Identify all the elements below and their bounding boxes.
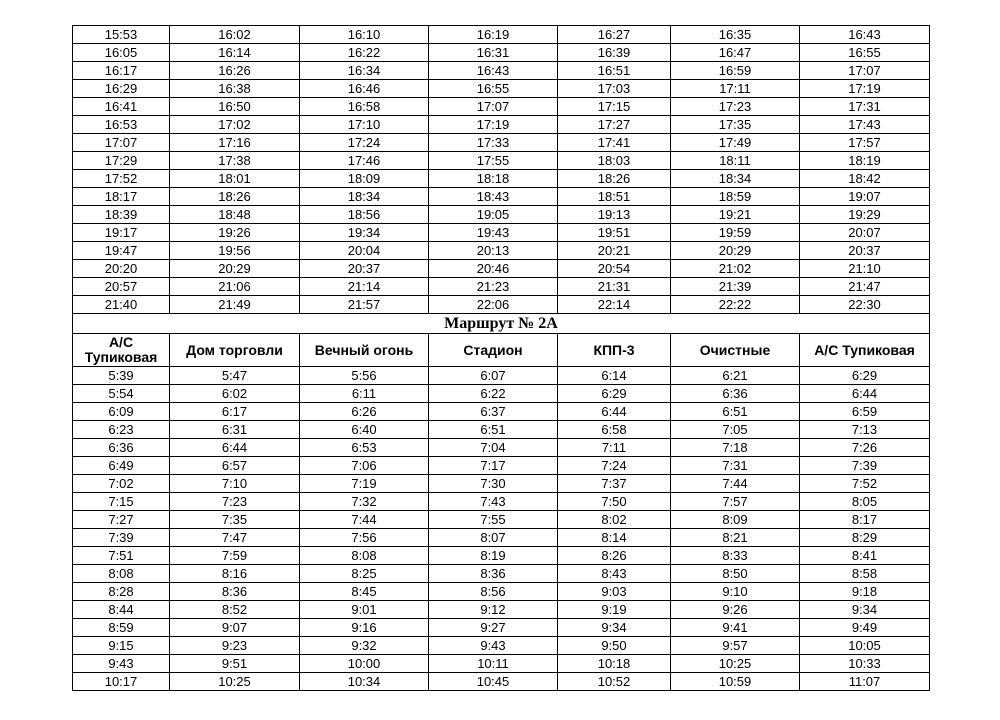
time-cell: 6:57	[170, 457, 300, 475]
column-header: Вечный огонь	[300, 334, 429, 367]
time-cell: 7:43	[429, 493, 558, 511]
time-cell: 22:06	[429, 296, 558, 314]
time-cell: 6:58	[558, 421, 671, 439]
time-cell: 7:05	[671, 421, 800, 439]
time-cell: 6:53	[300, 439, 429, 457]
time-cell: 19:59	[671, 224, 800, 242]
time-cell: 21:10	[800, 260, 930, 278]
time-cell: 10:25	[170, 673, 300, 691]
time-cell: 16:29	[73, 80, 170, 98]
time-cell: 16:53	[73, 116, 170, 134]
schedule-table	[72, 25, 930, 691]
time-cell: 9:50	[558, 637, 671, 655]
time-cell: 8:08	[73, 565, 170, 583]
time-cell: 19:21	[671, 206, 800, 224]
time-cell: 16:14	[170, 44, 300, 62]
time-cell: 6:29	[800, 367, 930, 385]
time-cell: 17:52	[73, 170, 170, 188]
time-cell: 6:36	[671, 385, 800, 403]
time-cell: 18:59	[671, 188, 800, 206]
time-cell: 17:07	[800, 62, 930, 80]
time-cell: 5:54	[73, 385, 170, 403]
time-cell: 8:21	[671, 529, 800, 547]
time-cell: 9:34	[800, 601, 930, 619]
time-cell: 17:15	[558, 98, 671, 116]
table-row	[73, 637, 930, 655]
time-cell: 20:29	[671, 242, 800, 260]
time-cell: 20:29	[170, 260, 300, 278]
time-cell: 16:31	[429, 44, 558, 62]
time-cell: 19:56	[170, 242, 300, 260]
table-row	[73, 583, 930, 601]
time-cell: 6:22	[429, 385, 558, 403]
time-cell: 8:45	[300, 583, 429, 601]
time-cell: 20:37	[800, 242, 930, 260]
table-row	[73, 385, 930, 403]
table-row	[73, 242, 930, 260]
time-cell: 9:43	[73, 655, 170, 673]
time-cell: 8:50	[671, 565, 800, 583]
time-cell: 8:36	[429, 565, 558, 583]
column-header: А/С Тупиковая	[800, 334, 930, 367]
time-cell: 7:11	[558, 439, 671, 457]
column-header: Стадион	[429, 334, 558, 367]
time-cell: 7:18	[671, 439, 800, 457]
time-cell: 7:50	[558, 493, 671, 511]
table-row	[73, 206, 930, 224]
time-cell: 6:51	[429, 421, 558, 439]
time-cell: 16:17	[73, 62, 170, 80]
time-cell: 19:29	[800, 206, 930, 224]
column-header: Очистные	[671, 334, 800, 367]
time-cell: 18:42	[800, 170, 930, 188]
time-cell: 18:26	[170, 188, 300, 206]
time-cell: 9:03	[558, 583, 671, 601]
time-cell: 8:41	[800, 547, 930, 565]
time-cell: 21:39	[671, 278, 800, 296]
table-row	[73, 457, 930, 475]
time-cell: 8:16	[170, 565, 300, 583]
time-cell: 7:10	[170, 475, 300, 493]
time-cell: 6:17	[170, 403, 300, 421]
time-cell: 8:43	[558, 565, 671, 583]
time-cell: 16:55	[429, 80, 558, 98]
time-cell: 8:02	[558, 511, 671, 529]
time-cell: 9:16	[300, 619, 429, 637]
table-row	[73, 170, 930, 188]
time-cell: 17:07	[73, 134, 170, 152]
time-cell: 6:44	[800, 385, 930, 403]
time-cell: 10:45	[429, 673, 558, 691]
time-cell: 18:34	[300, 188, 429, 206]
time-cell: 9:57	[671, 637, 800, 655]
time-cell: 10:05	[800, 637, 930, 655]
time-cell: 10:11	[429, 655, 558, 673]
table-row	[73, 619, 930, 637]
time-cell: 7:30	[429, 475, 558, 493]
time-cell: 21:14	[300, 278, 429, 296]
time-cell: 6:37	[429, 403, 558, 421]
time-cell: 18:17	[73, 188, 170, 206]
time-cell: 9:10	[671, 583, 800, 601]
time-cell: 17:33	[429, 134, 558, 152]
time-cell: 7:52	[800, 475, 930, 493]
time-cell: 20:07	[800, 224, 930, 242]
time-cell: 7:15	[73, 493, 170, 511]
time-cell: 6:44	[558, 403, 671, 421]
table-row	[73, 655, 930, 673]
time-cell: 6:36	[73, 439, 170, 457]
time-cell: 9:32	[300, 637, 429, 655]
time-cell: 16:55	[800, 44, 930, 62]
time-cell: 6:31	[170, 421, 300, 439]
table-row	[73, 601, 930, 619]
time-cell: 7:56	[300, 529, 429, 547]
time-cell: 17:24	[300, 134, 429, 152]
table-row	[73, 673, 930, 691]
time-cell: 6:11	[300, 385, 429, 403]
time-cell: 7:23	[170, 493, 300, 511]
time-cell: 10:18	[558, 655, 671, 673]
table-row	[73, 134, 930, 152]
table-row	[73, 529, 930, 547]
time-cell: 9:12	[429, 601, 558, 619]
column-header: КПП-3	[558, 334, 671, 367]
time-cell: 16:59	[671, 62, 800, 80]
schedule-top-section	[73, 26, 930, 314]
table-row	[73, 511, 930, 529]
time-cell: 17:43	[800, 116, 930, 134]
table-row	[73, 439, 930, 457]
time-cell: 7:44	[300, 511, 429, 529]
time-cell: 17:10	[300, 116, 429, 134]
time-cell: 15:53	[73, 26, 170, 44]
time-cell: 7:27	[73, 511, 170, 529]
time-cell: 6:40	[300, 421, 429, 439]
time-cell: 8:58	[800, 565, 930, 583]
time-cell: 6:23	[73, 421, 170, 439]
time-cell: 8:17	[800, 511, 930, 529]
time-cell: 8:09	[671, 511, 800, 529]
time-cell: 9:15	[73, 637, 170, 655]
time-cell: 22:30	[800, 296, 930, 314]
time-cell: 17:29	[73, 152, 170, 170]
time-cell: 19:51	[558, 224, 671, 242]
time-cell: 21:31	[558, 278, 671, 296]
time-cell: 8:36	[170, 583, 300, 601]
time-cell: 20:21	[558, 242, 671, 260]
time-cell: 8:07	[429, 529, 558, 547]
time-cell: 5:56	[300, 367, 429, 385]
column-header: Дом торговли	[170, 334, 300, 367]
table-row	[73, 62, 930, 80]
time-cell: 17:03	[558, 80, 671, 98]
time-cell: 17:49	[671, 134, 800, 152]
time-cell: 17:23	[671, 98, 800, 116]
time-cell: 5:47	[170, 367, 300, 385]
time-cell: 17:38	[170, 152, 300, 170]
time-cell: 8:59	[73, 619, 170, 637]
time-cell: 8:44	[73, 601, 170, 619]
time-cell: 8:29	[800, 529, 930, 547]
time-cell: 17:27	[558, 116, 671, 134]
time-cell: 16:26	[170, 62, 300, 80]
time-cell: 8:52	[170, 601, 300, 619]
time-cell: 8:08	[300, 547, 429, 565]
time-cell: 9:23	[170, 637, 300, 655]
time-cell: 7:59	[170, 547, 300, 565]
time-cell: 9:49	[800, 619, 930, 637]
time-cell: 18:51	[558, 188, 671, 206]
time-cell: 20:04	[300, 242, 429, 260]
table-row	[73, 98, 930, 116]
time-cell: 8:33	[671, 547, 800, 565]
time-cell: 6:21	[671, 367, 800, 385]
time-cell: 7:24	[558, 457, 671, 475]
table-row	[73, 403, 930, 421]
table-row	[73, 475, 930, 493]
time-cell: 17:46	[300, 152, 429, 170]
time-cell: 16:43	[800, 26, 930, 44]
time-cell: 8:19	[429, 547, 558, 565]
time-cell: 6:02	[170, 385, 300, 403]
time-cell: 8:25	[300, 565, 429, 583]
time-cell: 16:10	[300, 26, 429, 44]
time-cell: 5:39	[73, 367, 170, 385]
column-header: А/С Тупиковая	[73, 334, 170, 367]
time-cell: 16:41	[73, 98, 170, 116]
time-cell: 7:32	[300, 493, 429, 511]
time-cell: 9:01	[300, 601, 429, 619]
time-cell: 9:27	[429, 619, 558, 637]
time-cell: 16:38	[170, 80, 300, 98]
time-cell: 19:07	[800, 188, 930, 206]
time-cell: 8:56	[429, 583, 558, 601]
time-cell: 9:43	[429, 637, 558, 655]
time-cell: 22:14	[558, 296, 671, 314]
time-cell: 20:57	[73, 278, 170, 296]
table-row	[73, 296, 930, 314]
time-cell: 16:05	[73, 44, 170, 62]
time-cell: 9:51	[170, 655, 300, 673]
time-cell: 7:39	[73, 529, 170, 547]
time-cell: 10:00	[300, 655, 429, 673]
time-cell: 7:39	[800, 457, 930, 475]
time-cell: 21:02	[671, 260, 800, 278]
time-cell: 21:49	[170, 296, 300, 314]
table-row	[73, 80, 930, 98]
time-cell: 6:44	[170, 439, 300, 457]
time-cell: 18:09	[300, 170, 429, 188]
time-cell: 7:26	[800, 439, 930, 457]
time-cell: 7:06	[300, 457, 429, 475]
time-cell: 9:19	[558, 601, 671, 619]
time-cell: 21:23	[429, 278, 558, 296]
time-cell: 10:34	[300, 673, 429, 691]
time-cell: 17:16	[170, 134, 300, 152]
time-cell: 16:43	[429, 62, 558, 80]
table-row	[73, 116, 930, 134]
time-cell: 18:39	[73, 206, 170, 224]
time-cell: 6:09	[73, 403, 170, 421]
time-cell: 20:13	[429, 242, 558, 260]
time-cell: 20:46	[429, 260, 558, 278]
schedule-bottom-section	[73, 367, 930, 691]
time-cell: 17:07	[429, 98, 558, 116]
route-title: Маршрут № 2А	[73, 314, 930, 334]
table-row	[73, 565, 930, 583]
time-cell: 18:01	[170, 170, 300, 188]
table-row	[73, 260, 930, 278]
time-cell: 9:41	[671, 619, 800, 637]
time-cell: 22:22	[671, 296, 800, 314]
time-cell: 18:56	[300, 206, 429, 224]
time-cell: 7:44	[671, 475, 800, 493]
time-cell: 10:17	[73, 673, 170, 691]
time-cell: 8:28	[73, 583, 170, 601]
time-cell: 19:05	[429, 206, 558, 224]
time-cell: 6:59	[800, 403, 930, 421]
time-cell: 16:58	[300, 98, 429, 116]
time-cell: 18:34	[671, 170, 800, 188]
time-cell: 8:14	[558, 529, 671, 547]
time-cell: 17:55	[429, 152, 558, 170]
time-cell: 6:26	[300, 403, 429, 421]
route-title-section	[73, 314, 930, 334]
time-cell: 7:02	[73, 475, 170, 493]
time-cell: 7:57	[671, 493, 800, 511]
time-cell: 9:34	[558, 619, 671, 637]
time-cell: 7:55	[429, 511, 558, 529]
time-cell: 17:19	[800, 80, 930, 98]
time-cell: 16:39	[558, 44, 671, 62]
time-cell: 7:04	[429, 439, 558, 457]
time-cell: 19:43	[429, 224, 558, 242]
time-cell: 7:31	[671, 457, 800, 475]
table-row	[73, 421, 930, 439]
time-cell: 21:57	[300, 296, 429, 314]
time-cell: 19:26	[170, 224, 300, 242]
time-cell: 17:35	[671, 116, 800, 134]
time-cell: 7:51	[73, 547, 170, 565]
table-row	[73, 493, 930, 511]
time-cell: 10:25	[671, 655, 800, 673]
time-cell: 9:26	[671, 601, 800, 619]
time-cell: 21:47	[800, 278, 930, 296]
time-cell: 16:47	[671, 44, 800, 62]
time-cell: 21:40	[73, 296, 170, 314]
time-cell: 16:34	[300, 62, 429, 80]
time-cell: 6:29	[558, 385, 671, 403]
time-cell: 18:26	[558, 170, 671, 188]
column-headers-section	[73, 334, 930, 367]
column-header-row	[73, 334, 930, 367]
time-cell: 18:03	[558, 152, 671, 170]
time-cell: 16:46	[300, 80, 429, 98]
time-cell: 16:02	[170, 26, 300, 44]
time-cell: 16:19	[429, 26, 558, 44]
table-row	[73, 26, 930, 44]
time-cell: 18:19	[800, 152, 930, 170]
time-cell: 19:34	[300, 224, 429, 242]
table-row	[73, 152, 930, 170]
table-row	[73, 547, 930, 565]
time-cell: 17:57	[800, 134, 930, 152]
time-cell: 18:43	[429, 188, 558, 206]
time-cell: 16:51	[558, 62, 671, 80]
table-row	[73, 188, 930, 206]
time-cell: 7:47	[170, 529, 300, 547]
time-cell: 10:52	[558, 673, 671, 691]
time-cell: 17:41	[558, 134, 671, 152]
time-cell: 17:11	[671, 80, 800, 98]
route-title-row	[73, 314, 930, 334]
time-cell: 19:47	[73, 242, 170, 260]
time-cell: 16:27	[558, 26, 671, 44]
time-cell: 19:17	[73, 224, 170, 242]
time-cell: 6:51	[671, 403, 800, 421]
time-cell: 6:07	[429, 367, 558, 385]
time-cell: 6:49	[73, 457, 170, 475]
time-cell: 18:11	[671, 152, 800, 170]
time-cell: 20:37	[300, 260, 429, 278]
time-cell: 9:07	[170, 619, 300, 637]
time-cell: 18:18	[429, 170, 558, 188]
time-cell: 7:19	[300, 475, 429, 493]
time-cell: 19:13	[558, 206, 671, 224]
time-cell: 7:37	[558, 475, 671, 493]
time-cell: 17:31	[800, 98, 930, 116]
time-cell: 8:26	[558, 547, 671, 565]
time-cell: 9:18	[800, 583, 930, 601]
time-cell: 17:19	[429, 116, 558, 134]
time-cell: 16:50	[170, 98, 300, 116]
time-cell: 7:35	[170, 511, 300, 529]
time-cell: 10:59	[671, 673, 800, 691]
time-cell: 20:20	[73, 260, 170, 278]
time-cell: 21:06	[170, 278, 300, 296]
time-cell: 20:54	[558, 260, 671, 278]
time-cell: 18:48	[170, 206, 300, 224]
time-cell: 6:14	[558, 367, 671, 385]
table-row	[73, 44, 930, 62]
time-cell: 8:05	[800, 493, 930, 511]
time-cell: 7:17	[429, 457, 558, 475]
time-cell: 16:22	[300, 44, 429, 62]
time-cell: 17:02	[170, 116, 300, 134]
time-cell: 11:07	[800, 673, 930, 691]
table-row	[73, 367, 930, 385]
table-row	[73, 224, 930, 242]
time-cell: 7:13	[800, 421, 930, 439]
table-row	[73, 278, 930, 296]
time-cell: 10:33	[800, 655, 930, 673]
time-cell: 16:35	[671, 26, 800, 44]
